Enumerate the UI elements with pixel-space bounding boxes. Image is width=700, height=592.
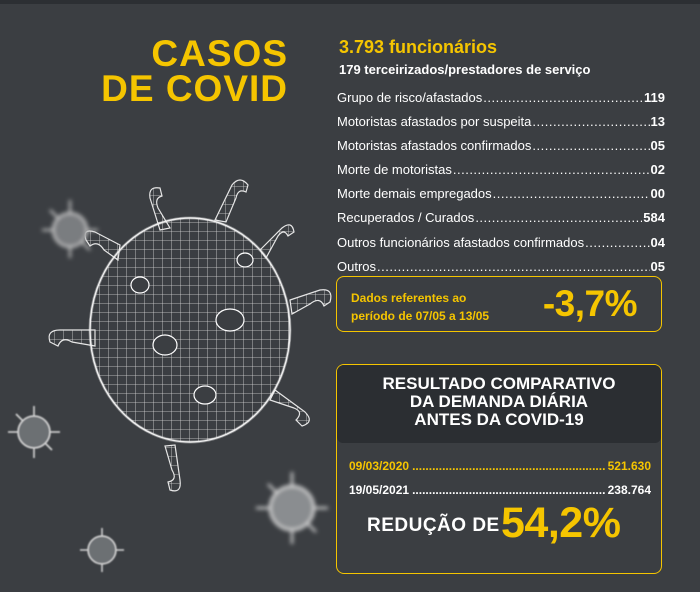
- comparison-row: [349, 483, 651, 497]
- contractors-count: 179 terceirizados/prestadores de serviço: [339, 62, 591, 77]
- dot-leader: [585, 235, 649, 250]
- dot-leader: [483, 90, 643, 105]
- list-item: [337, 138, 665, 162]
- stat-value: 02: [650, 162, 665, 178]
- title-line-2: DE COVID: [101, 68, 288, 109]
- dot-leader: [475, 210, 642, 225]
- stat-label: Recuperados / Curados: [337, 210, 475, 226]
- stat-label: Outros: [337, 258, 377, 274]
- small-virus-icon: [8, 406, 60, 458]
- period-note-line-2: período de 07/05 a 13/05: [351, 309, 490, 323]
- dot-leader: [532, 138, 649, 153]
- employees-count: 3.793 funcionários: [339, 37, 498, 57]
- comparison-row: [349, 459, 651, 473]
- list-item: [337, 235, 665, 259]
- period-note-line-1: Dados referentes ao: [351, 291, 467, 305]
- period-change-percent: -3,7%: [542, 283, 637, 324]
- stat-value: 119: [644, 90, 665, 105]
- small-virus-icon: [80, 528, 124, 572]
- stat-value: 05: [650, 138, 665, 154]
- coronavirus-illustration: [0, 150, 350, 592]
- list-item: [337, 186, 665, 210]
- comparison-date: 09/03/2020: [349, 459, 410, 473]
- comparison-box: [336, 364, 662, 574]
- title-line-1: CASOS: [151, 33, 288, 74]
- comparison-heading-line-1: RESULTADO COMPARATIVO: [382, 374, 616, 393]
- dot-leader: [493, 186, 650, 201]
- stat-value: 584: [643, 210, 665, 226]
- stat-label: Outros funcionários afastados confirmados: [337, 234, 585, 250]
- stat-label: Morte demais empregados: [337, 186, 492, 202]
- list-item: [337, 162, 665, 186]
- dot-leader: [453, 162, 650, 177]
- top-border: [0, 0, 700, 4]
- reduction-value: 54,2%: [501, 499, 621, 547]
- comparison-heading-line-3: ANTES DA COVID-19: [414, 410, 584, 429]
- small-virus-icon: [42, 200, 98, 258]
- comparison-value: 521.630: [607, 459, 651, 473]
- period-change-box: [336, 276, 662, 332]
- list-item: [337, 114, 665, 138]
- period-note: [351, 289, 511, 325]
- list-item: [337, 90, 665, 114]
- stat-value: 13: [650, 114, 665, 130]
- small-virus-icon: [256, 472, 328, 544]
- stat-label: Grupo de risco/afastados: [337, 90, 483, 105]
- stat-value: 04: [650, 234, 665, 250]
- comparison-heading-line-2: DA DEMANDA DIÁRIA: [409, 392, 589, 411]
- comparison-value: 238.764: [607, 483, 651, 497]
- stat-label: Morte de motoristas: [337, 162, 452, 178]
- stat-label: Motoristas afastados por suspeita: [337, 114, 532, 130]
- comparison-date: 19/05/2021: [349, 483, 410, 497]
- stat-value: 00: [650, 186, 665, 202]
- page-title: [28, 33, 288, 109]
- dot-leader: [532, 114, 649, 129]
- comparison-heading: [337, 365, 661, 443]
- reduction-label: REDUÇÃO DE: [367, 515, 500, 536]
- stats-list: [337, 90, 665, 283]
- dot-leader: [412, 459, 605, 473]
- stat-value: 05: [650, 258, 665, 274]
- dot-leader: [412, 483, 605, 497]
- dot-leader: [377, 259, 650, 274]
- list-item: [337, 210, 665, 234]
- stat-label: Motoristas afastados confirmados: [337, 138, 532, 154]
- main-virus-icon: [49, 180, 331, 491]
